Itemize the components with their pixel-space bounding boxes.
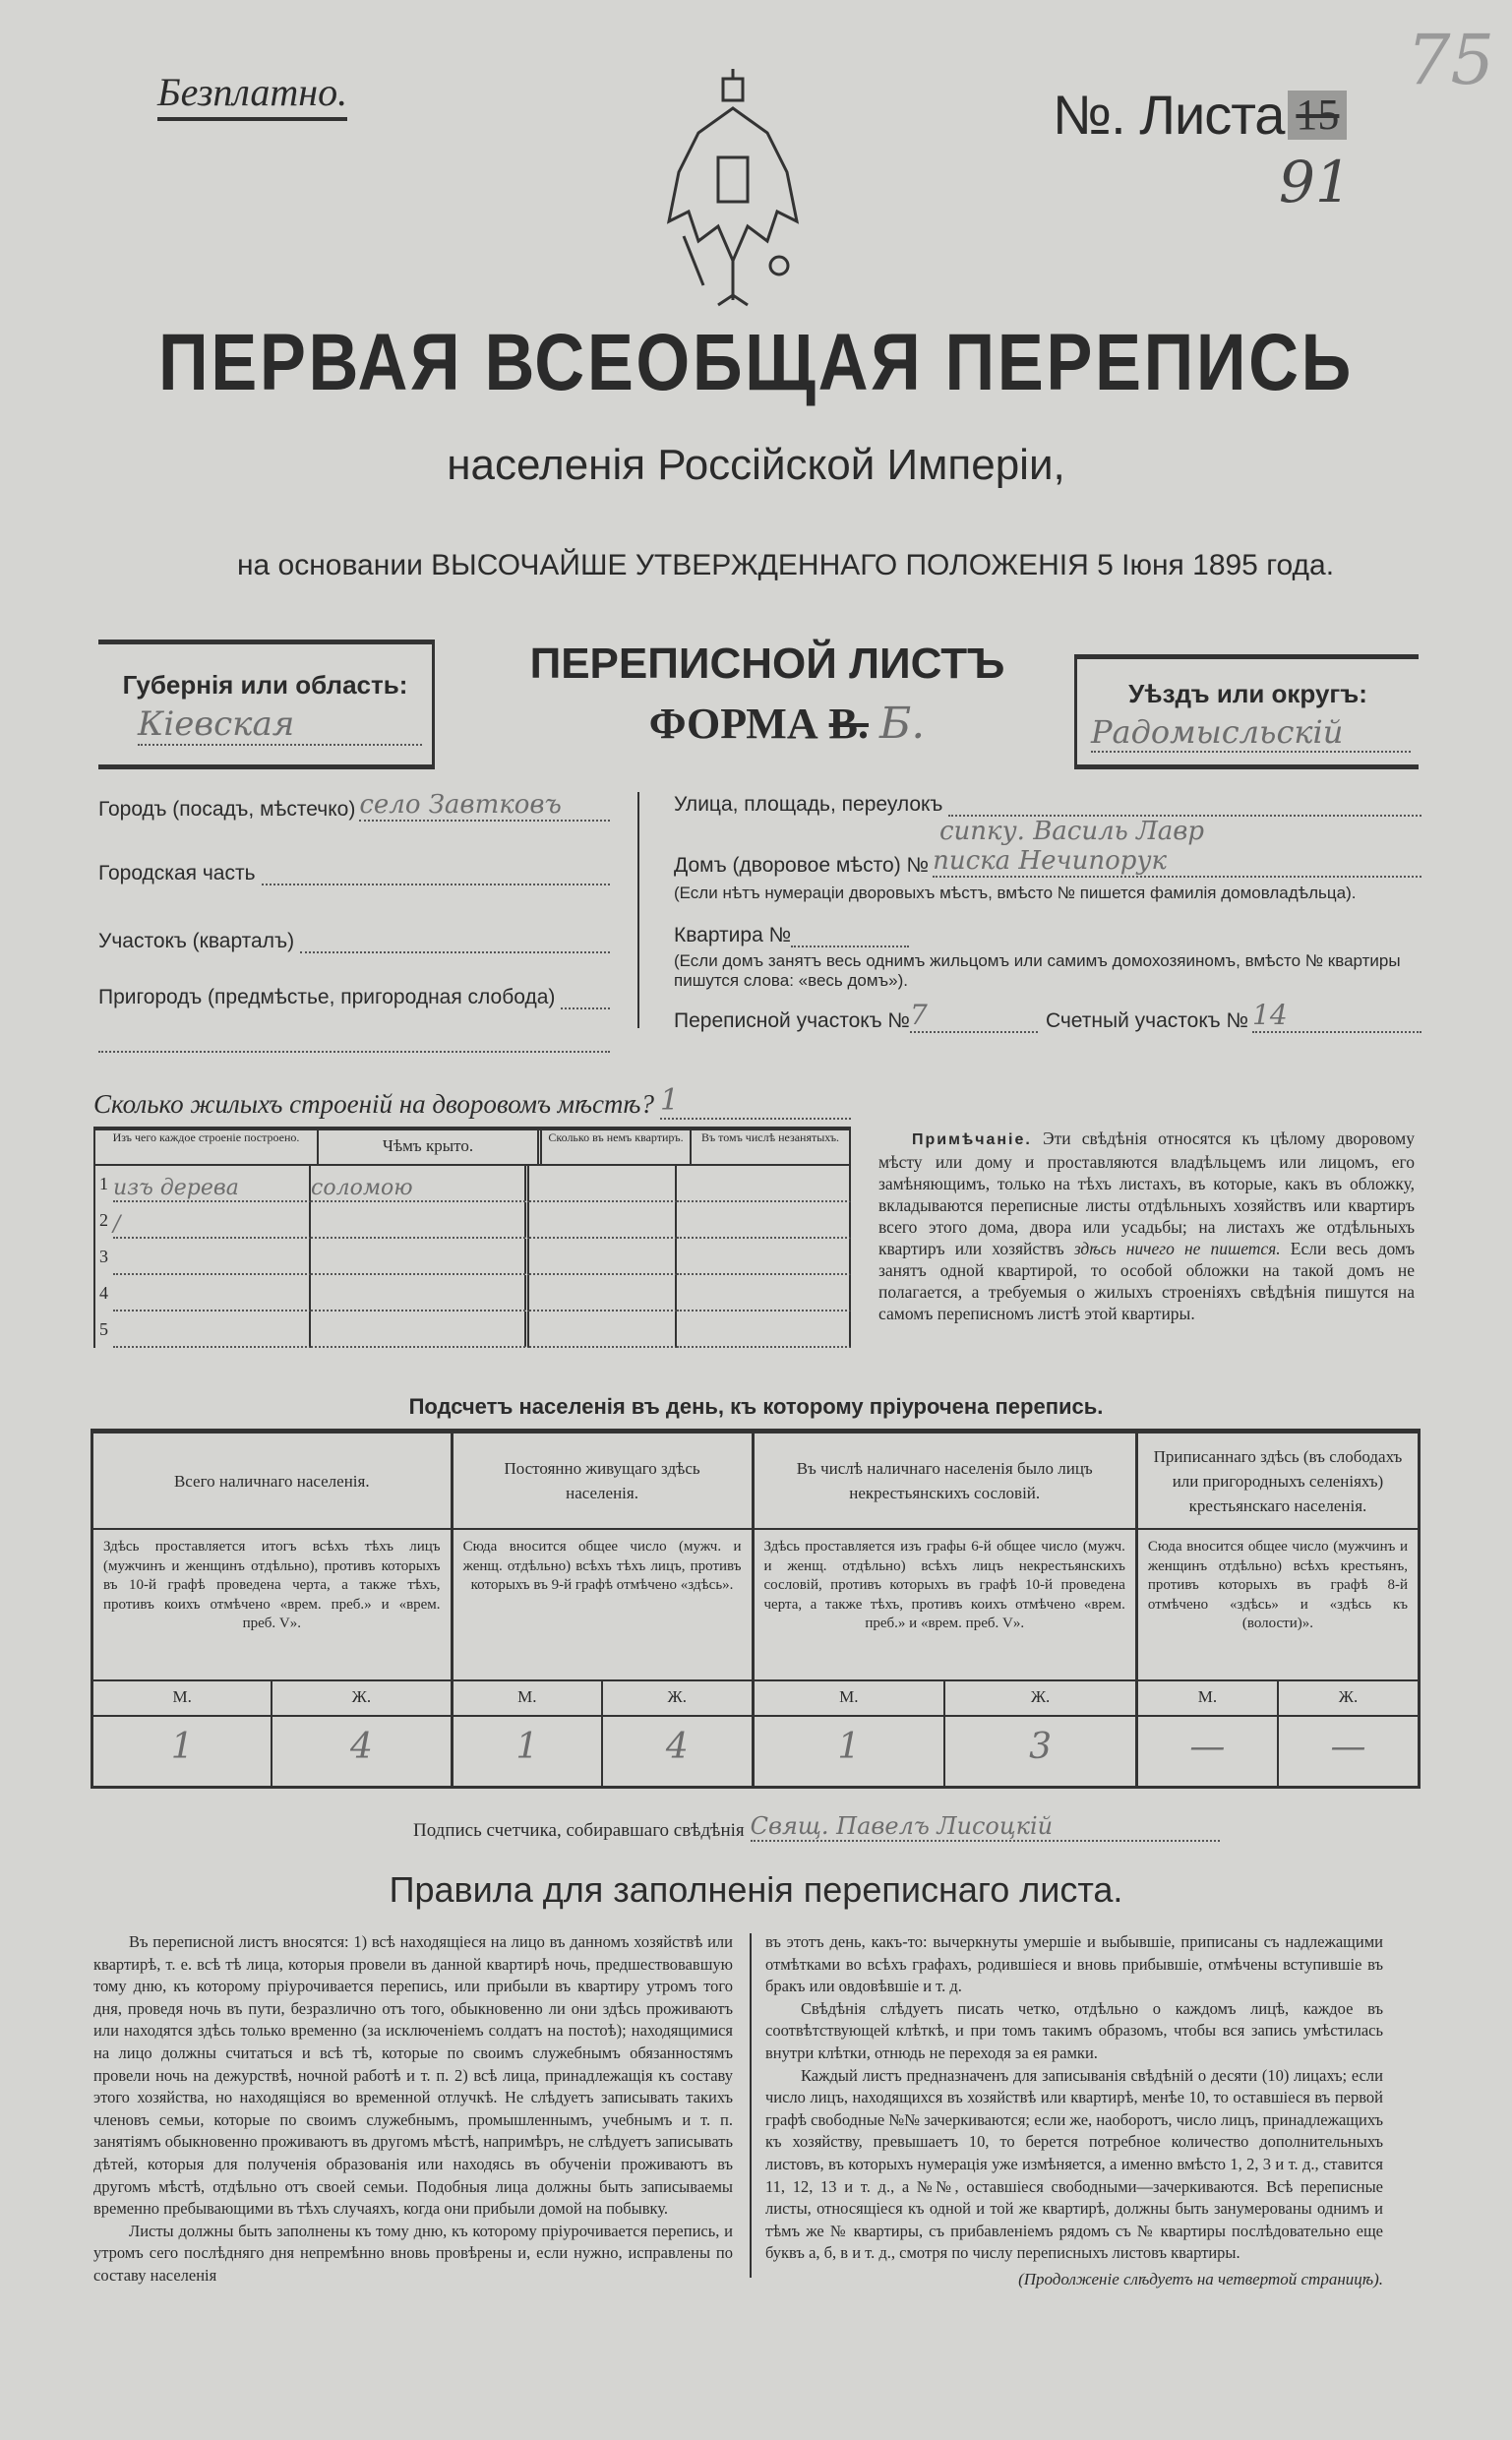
population-mf-header: [454, 1681, 752, 1717]
population-values: [755, 1717, 1135, 1786]
gubernia-value: Кіевская: [138, 704, 422, 746]
free-label: Безплатно.: [157, 69, 347, 121]
rules-left-column: [93, 1931, 733, 2288]
signature-label: Подпись счетчика, собиравшаго свѣдѣнія: [413, 1820, 745, 1841]
building-roof: [311, 1275, 529, 1312]
rules-paragraph: въ этотъ день, какъ-то: вычеркнуты умершіе и выбывшіе, приписаны съ надлежащими отмѣтками во всѣхъ графахъ, родившіеся и вновь прибывшіе, отмѣчены вступившіе въ бракъ или овдовѣвшіе и т. д.: [765, 1932, 1383, 1996]
building-vacant: [677, 1239, 851, 1275]
female-label: Ж.: [1338, 1687, 1359, 1706]
buildings-table: [93, 1127, 851, 1348]
building-flats: [529, 1202, 677, 1239]
building-number: 2: [93, 1202, 113, 1239]
male-count: 1: [755, 1717, 946, 1786]
city-part-value: [262, 884, 610, 885]
population-column-head: Приписаннаго здѣсь (въ слободахъ или пригородныхъ селеніяхъ) крестьянскаго населенія.: [1138, 1434, 1418, 1530]
flat-value: [791, 946, 909, 947]
count-district-label: Счетный участокъ №: [1045, 1009, 1249, 1032]
form-type: [512, 699, 1062, 749]
building-vacant: [677, 1312, 851, 1348]
buildings-table-header: [93, 1130, 851, 1166]
legal-basis: на основании ВЫСОЧАЙШЕ УТВЕРЖДЕННАГО ПОЛОЖЕНІЯ 5 Іюня 1895 года.: [236, 549, 1335, 581]
buildings-row: [93, 1202, 851, 1239]
male-label: М.: [93, 1681, 272, 1715]
population-title: Подсчетъ населенія въ день, къ которому пріурочена перепись.: [408, 1394, 1104, 1419]
female-label: Ж.: [667, 1687, 688, 1706]
count-district-value: 14: [1252, 999, 1421, 1033]
building-material: изъ дерева: [113, 1166, 311, 1202]
city-value: село Завтковъ: [359, 790, 610, 822]
building-vacant: [677, 1166, 851, 1202]
building-flats: [529, 1166, 677, 1202]
female-label: Ж.: [1030, 1687, 1051, 1706]
female-count: 4: [665, 1727, 689, 1767]
building-flats: [529, 1312, 677, 1348]
house-note: (Если нѣтъ нумераціи дворовыхъ мѣстъ, вмѣсто № пишется фамилія домовладѣльца).: [674, 884, 1357, 902]
suburb-label: Пригородъ (предмѣстье, пригородная слобода): [98, 986, 556, 1008]
rules-title: Правила для заполненія переписнаго листа.: [389, 1869, 1123, 1910]
population-column-desc: Здѣсь проставляется изъ графы 6-й общее число (мужч. и женщ. отдѣльно) всѣхъ лицъ некрестьянскихъ сословій, противъ которыхъ въ графѣ 10-й проведена черта, а также тѣхъ, противъ коихъ отмѣчено «врем. преб.» и «врем. преб. V».: [755, 1530, 1135, 1681]
sheet-number-row: [1053, 84, 1347, 147]
buildings-row: [93, 1166, 851, 1202]
city-field: [98, 787, 610, 822]
male-count: 1: [454, 1717, 603, 1786]
building-material: /: [113, 1202, 311, 1239]
population-column: [755, 1434, 1138, 1786]
note-block: [878, 1128, 1415, 1324]
house-value: писка Нечипорук: [933, 846, 1421, 878]
building-vacant: [677, 1202, 851, 1239]
street-value: сипку. Василь Лавр: [939, 817, 1205, 846]
buildings-row: [93, 1312, 851, 1348]
archive-mark: 75: [1407, 20, 1495, 100]
building-number: 3: [93, 1239, 113, 1275]
census-district-value: 7: [910, 999, 1038, 1033]
sheet-number-handwritten: 91: [1279, 149, 1352, 215]
sheet-number-struck: 15: [1288, 91, 1347, 140]
building-number: 4: [93, 1275, 113, 1312]
form-handwritten-letter: Б.: [878, 699, 926, 749]
page-title: ПЕРВАЯ ВСЕОБЩАЯ ПЕРЕПИСЬ: [158, 318, 1354, 407]
note-italic: здѣсь ничего не пишется.: [1073, 1239, 1281, 1258]
rules-continued: (Продолженіе слѣдуетъ на четвертой страницѣ).: [1018, 2269, 1383, 2288]
sheet-title: ПЕРЕПИСНОЙ ЛИСТЪ: [529, 640, 1005, 688]
rules-paragraph: Листы должны быть заполнены къ тому дню, къ которому пріурочивается перепись, и утромъ сего послѣдняго дня непремѣнно вновь провѣрены и, если нужно, исправлены по составу населенія: [93, 2221, 733, 2285]
population-column-head: Всего наличнаго населенія.: [93, 1434, 451, 1530]
house-field: [674, 846, 1421, 878]
rules-divider: [750, 1933, 752, 2278]
population-column: [1138, 1434, 1418, 1786]
city-part-label: Городская часть: [98, 862, 256, 884]
female-label: Ж.: [351, 1687, 372, 1706]
building-roof: [311, 1202, 529, 1239]
building-flats: [529, 1239, 677, 1275]
buildings-row: [93, 1275, 851, 1312]
population-values: [454, 1717, 752, 1786]
rules-paragraph: Свѣдѣнія слѣдуетъ писать четко, отдѣльно о каждомъ лицѣ, каждое въ соотвѣтствующей клѣткѣ, и при томъ такимъ образомъ, чтобы вся запись умѣстилась внутри клѣтки, отнюдь не переходя за ея рамки.: [765, 1998, 1383, 2062]
district-value: [300, 951, 610, 953]
population-column: [454, 1434, 755, 1786]
population-column-head: Постоянно живущаго здѣсь населенія.: [454, 1434, 752, 1530]
building-roof: [311, 1239, 529, 1275]
building-roof: соломою: [311, 1166, 529, 1202]
population-column: [93, 1434, 454, 1786]
house-label: Домъ (дворовое мѣсто) №: [674, 854, 930, 877]
building-material: [113, 1275, 311, 1312]
city-label: Городъ (посадъ, мѣстечко): [98, 798, 356, 821]
population-mf-header: [1138, 1681, 1418, 1717]
uezd-label: Уѣздъ или округъ:: [1128, 679, 1367, 708]
district-label: Участокъ (кварталъ): [98, 930, 295, 952]
population-values: [93, 1717, 451, 1786]
rules-right-wrap: [765, 1931, 1383, 2291]
male-label: М.: [1138, 1681, 1279, 1715]
building-roof: [311, 1312, 529, 1348]
building-flats: [529, 1275, 677, 1312]
male-count: —: [1138, 1717, 1279, 1786]
population-mf-header: [755, 1681, 1135, 1717]
building-number: 1: [93, 1166, 113, 1202]
flat-label: Квартира №: [674, 924, 792, 946]
sheet-number-label: №. Листа: [1053, 84, 1285, 146]
district-field: [98, 919, 610, 953]
form-label: ФОРМА: [648, 700, 818, 748]
census-district-label: Переписной участокъ №: [674, 1009, 910, 1032]
male-label: М.: [755, 1681, 946, 1715]
note-text-2: Если весь домъ занятъ одной квартирой, то особой обложки на такой домъ не полагается, а требуемыя о жилыхъ строеніяхъ свѣдѣнія пишутся на самомъ переписномъ листѣ этой квартиры.: [878, 1239, 1416, 1323]
gubernia-label: Губернія или область:: [122, 670, 408, 700]
population-table: [91, 1429, 1421, 1789]
page-subtitle: населенія Россійской Имперіи,: [447, 441, 1065, 489]
population-column-desc: Сюда вносится общее число (мужч. и женщ. отдѣльно) всѣхъ тѣхъ лицъ, противъ которыхъ въ 9-й графѣ отмѣчено «здѣсь».: [454, 1530, 752, 1681]
building-material: [113, 1312, 311, 1348]
census-district-field: [674, 999, 1421, 1033]
address-divider: [637, 792, 639, 1028]
building-number: 5: [93, 1312, 113, 1348]
suburb-value: [561, 1007, 610, 1009]
buildings-row: [93, 1239, 851, 1275]
city-part-field: [98, 851, 610, 885]
female-count: 3: [1029, 1727, 1053, 1767]
flat-field: [674, 913, 1421, 947]
note-title: Примѣчаніе.: [912, 1131, 1032, 1148]
header-vacant: Въ томъ числѣ незанятыхъ.: [692, 1130, 851, 1164]
street-field: [674, 782, 1421, 817]
uezd-box: [1074, 654, 1419, 769]
coat-of-arms-emblem: [659, 64, 807, 310]
building-material: [113, 1239, 311, 1275]
form-printed-letter: В.: [828, 700, 869, 748]
rules-paragraph: Въ переписной листъ вносятся: 1) всѣ находящіеся на лицо въ данномъ хозяйствѣ или квартирѣ, т. е. всѣ тѣ лица, которыя провели въ данной квартирѣ ночь, предшествовавшую тому дню, къ которому пріурочивается перепись, или прибыли въ квартиру утромъ того дня, проведя ночь въ пути, безразлично отъ того, обыкновенно ли они здѣсь проживаютъ или находятся здѣсь только временно (за исключеніемъ солдатъ на постоѣ); находящимися на лицо должны считаться и всѣ тѣ, которые по своимъ служебнымъ обязанностямъ провели ночь на дежурствѣ, ночной работѣ и т. п. 2) всѣ лица, принадлежащія къ составу этого хозяйства, но находящіяся во временной отлучкѣ. Не слѣдуетъ записывать такихъ членовъ семьи, которые по своимъ служебнымъ, промышленнымъ, учебнымъ и т. п. занятіямъ обыкновенно проживаютъ въ другомъ мѣстѣ, напримѣръ, не слѣдуетъ записывать дѣтей, которыя для полученія образованія или находясь въ обученіи проживаютъ въ другомъ мѣстѣ, отдѣльно отъ своей семьи. Подобныя лица должны быть записываемы временно пребывающими въ тѣхъ случаяхъ, когда они прибыли домой на побывку.: [93, 1932, 733, 2219]
signature-row: [413, 1812, 1220, 1842]
gubernia-box: [98, 640, 435, 769]
address-left: [98, 787, 610, 1053]
signature-value: Свящ. Павелъ Лисоцкій: [751, 1812, 1220, 1842]
uezd-value: Радомысльскій: [1091, 713, 1411, 753]
buildings-question: Сколько жилыхъ строеній на дворовомъ мѣстѣ?: [93, 1089, 654, 1119]
population-values: [1138, 1717, 1418, 1786]
address-right: [674, 782, 1421, 1033]
flat-note: (Если домъ занятъ весь однимъ жильцомъ или самимъ домохозяиномъ, вмѣсто № квартиры пишутся слова: «весь домъ»).: [674, 951, 1401, 990]
suburb-value-line2: [98, 1013, 610, 1053]
male-label: М.: [454, 1681, 603, 1715]
population-column-desc: Здѣсь проставляется итогъ всѣхъ тѣхъ лицъ (мужчинъ и женщинъ отдѣльно), противъ которыхъ въ 10-й графѣ проведена черта, а также тѣхъ, противъ коихъ отмѣчено «врем. преб.» и «врем. преб. V».: [93, 1530, 451, 1681]
note-text: Эти свѣдѣнія относятся къ цѣлому дворовому мѣсту или дому и проставляются владѣльцемъ или лицомъ, его замѣняющимъ, только на тѣхъ листахъ, въ которые, какъ въ обложку, вкладываются переписные листы отдѣльныхъ хозяйствъ или квартиръ всего этого дома, двора или усадьбы; на листахъ же отдѣльныхъ квартиръ или хозяйствъ: [878, 1128, 1415, 1258]
header-roof: Чѣмъ крыто.: [319, 1130, 542, 1164]
header-material: Изъ чего каждое строеніе построено.: [93, 1130, 319, 1164]
population-column-head: Въ числѣ наличнаго населенія было лицъ некрестьянскихъ сословій.: [755, 1434, 1135, 1530]
rules-paragraph: Каждый листъ предназначенъ для записыванія свѣдѣній о десяти (10) лицахъ; если число лицъ, находящихся въ хозяйствѣ или квартирѣ, менѣе 10, то оставшіеся въ первой графѣ свободные №№ зачеркиваются; если же, наоборотъ, число лицъ, принадлежащихъ къ хозяйству, превышаетъ 10, то берется потребное количество дополнительныхъ листовъ, въ которыхъ нумерація уже измѣняется, а именно вмѣсто 1, 2, 3 и т. д., ставится 11, 12, 13 и т. д., а №№, оставшіеся свободными—зачеркиваются. Всѣ переписные листы, относящіеся къ одной и той же квартирѣ, должны быть занумерованы однимъ и тѣмъ же № квартиры, съ прибавленіемъ рядомъ съ № квартиры послѣдовательно еще буквъ а, б, в и т. д., смотря по числу переписныхъ листовъ квартиры.: [765, 2065, 1383, 2263]
female-count: 4: [349, 1727, 373, 1767]
population-column-desc: Сюда вносится общее число (мужчинъ и женщинъ отдѣльно) всѣхъ крестьянъ, противъ которыхъ въ графѣ 8-й отмѣчено «здѣсь» и «здѣсь къ (волости)».: [1138, 1530, 1418, 1681]
buildings-table-body: [93, 1166, 851, 1348]
population-mf-header: [93, 1681, 451, 1717]
header-flats: Сколько въ немъ квартиръ.: [542, 1130, 692, 1164]
female-count: —: [1330, 1727, 1366, 1767]
street-label: Улица, площадь, переулокъ: [674, 793, 943, 816]
male-count: 1: [93, 1717, 272, 1786]
buildings-answer: 1: [660, 1083, 851, 1120]
buildings-question-row: [93, 1082, 851, 1120]
building-vacant: [677, 1275, 851, 1312]
rules-right-column: [765, 1931, 1383, 2265]
suburb-field: [98, 975, 610, 1009]
